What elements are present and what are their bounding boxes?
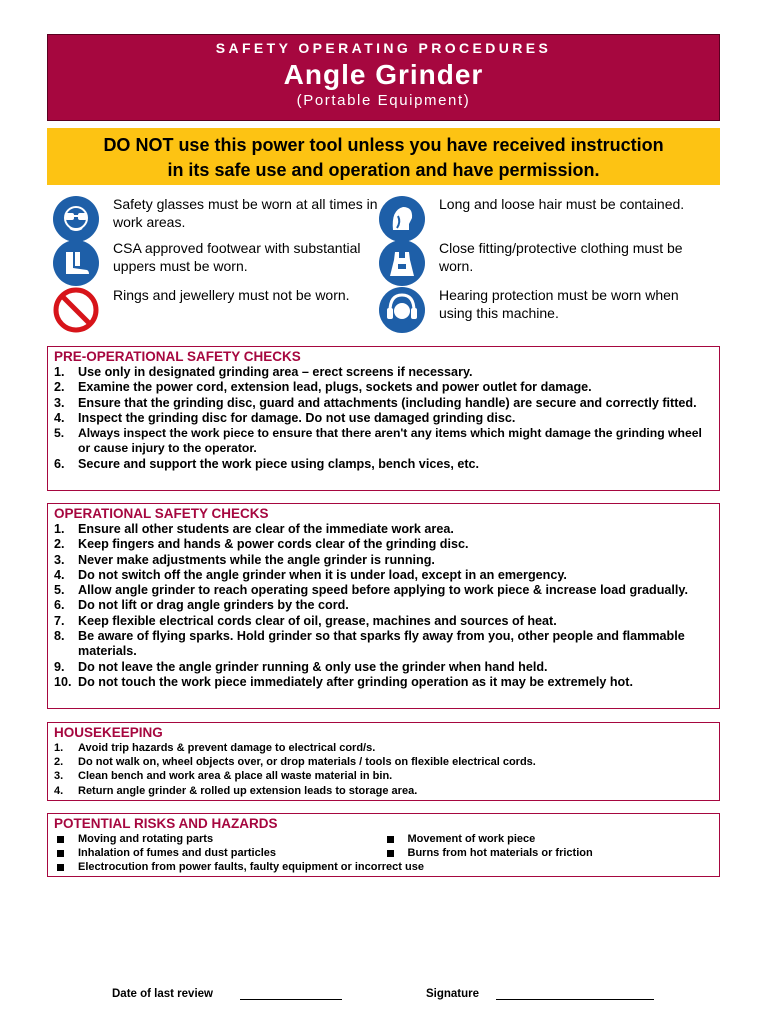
ppe-text: Rings and jewellery must not be worn. bbox=[113, 287, 350, 303]
warning-banner bbox=[47, 128, 720, 185]
ppe-text: Close fitting/protective clothing must be worn. bbox=[439, 240, 683, 274]
list-item: 4. Inspect the grinding disc for damage. Do not use damaged grinding disc. bbox=[54, 410, 516, 425]
safety-footwear-icon bbox=[53, 240, 99, 286]
signature-label: Signature bbox=[426, 988, 480, 1000]
risks-section bbox=[47, 813, 720, 877]
list-item: 3. Never make adjustments while the angle grinder is running. bbox=[54, 552, 435, 567]
signature-field bbox=[426, 987, 654, 1000]
warning-line2: in its safe use and operation and have permission. bbox=[167, 160, 600, 180]
pre-operational-section bbox=[47, 346, 720, 491]
long-hair-icon bbox=[379, 196, 425, 242]
list-item: 3. Clean bench and work area & place all waste material in bin. bbox=[54, 770, 393, 783]
section-heading: POTENTIAL RISKS AND HAZARDS bbox=[54, 816, 278, 831]
page-title: Angle Grinder bbox=[283, 59, 484, 90]
header-banner bbox=[47, 34, 720, 121]
bullet-icon bbox=[57, 836, 64, 843]
list-item: 9. Do not leave the angle grinder running & only use the grinder when hand held. bbox=[54, 659, 548, 674]
list-item: 5. Allow angle grinder to reach operating speed before applying to work piece & increase load gradually. bbox=[54, 583, 689, 598]
header-kicker: SAFETY OPERATING PROCEDURES bbox=[215, 40, 552, 56]
list-item: 5. Always inspect the work piece to ensure that there aren't any items which might damage the grinding wheel or cause injury to the operator. bbox=[54, 426, 702, 456]
list-item: 4. Do not switch off the angle grinder when it is under load, except in an emergency. bbox=[54, 567, 567, 582]
list-item: 7. Keep flexible electrical cords clear of oil, grease, machines and sources of heat. bbox=[54, 613, 557, 628]
bullet-icon bbox=[57, 864, 64, 871]
signature-line bbox=[496, 987, 654, 1000]
risk-item: Electrocution from power faults, faulty equipment or incorrect use bbox=[54, 860, 713, 874]
review-date-label: Date of last review bbox=[112, 988, 213, 1000]
risk-item: Burns from hot materials or friction bbox=[384, 846, 714, 860]
ppe-text: Safety glasses must be worn at all times in work areas. bbox=[113, 196, 378, 230]
risk-item: Movement of work piece bbox=[384, 832, 714, 846]
list-item: 1. Avoid trip hazards & prevent damage to electrical cord/s. bbox=[54, 742, 376, 754]
risk-item: Inhalation of fumes and dust particles bbox=[54, 846, 384, 860]
ppe-text: CSA approved footwear with substantial uppers must be worn. bbox=[113, 240, 361, 274]
section-heading: PRE-OPERATIONAL SAFETY CHECKS bbox=[54, 349, 301, 364]
page-subtitle: (Portable Equipment) bbox=[296, 92, 471, 109]
section-heading: OPERATIONAL SAFETY CHECKS bbox=[54, 506, 269, 521]
ppe-text: Long and loose hair must be contained. bbox=[439, 196, 685, 212]
safety-glasses-icon bbox=[53, 196, 99, 242]
list-item: 2. Do not walk on, wheel objects over, or drop materials / tools on flexible electrical cords. bbox=[54, 756, 536, 769]
list-item: 2. Keep fingers and hands & power cords clear of the grinding disc. bbox=[54, 537, 469, 552]
list-item: 3. Ensure that the grinding disc, guard and attachments (including handle) are secure and correctly fitted. bbox=[54, 395, 697, 410]
ppe-text: Hearing protection must be worn when using this machine. bbox=[439, 287, 679, 321]
no-jewellery-icon bbox=[53, 287, 99, 333]
bullet-icon bbox=[57, 850, 64, 857]
bullet-icon bbox=[387, 836, 394, 843]
warning-line1: use this power tool unless you have received instruction bbox=[173, 135, 664, 155]
review-date-line bbox=[240, 987, 342, 1000]
list-item: 6. Secure and support the work piece using clamps, bench vices, etc. bbox=[54, 456, 480, 471]
review-date-field bbox=[112, 987, 342, 1000]
operational-section bbox=[47, 503, 720, 709]
section-heading: HOUSEKEEPING bbox=[54, 725, 163, 740]
protective-clothing-icon bbox=[379, 240, 425, 286]
list-item: 4. Return angle grinder & rolled up extension leads to storage area. bbox=[54, 784, 418, 797]
hearing-protection-icon bbox=[379, 287, 425, 333]
list-item: 10. Do not touch the work piece immediately after grinding operation as it may be extremely hot. bbox=[54, 674, 633, 689]
list-item: 6. Do not lift or drag angle grinders by the cord. bbox=[54, 598, 349, 613]
warning-emphasis: DO NOT bbox=[103, 135, 174, 155]
housekeeping-section bbox=[47, 722, 720, 801]
list-item: 8. Be aware of flying sparks. Hold grinder so that sparks fly away from you, other people and flammable materials. bbox=[54, 629, 685, 659]
bullet-icon bbox=[387, 850, 394, 857]
risk-item: Moving and rotating parts bbox=[54, 832, 384, 846]
list-item: 1. Use only in designated grinding area – erect screens if necessary. bbox=[54, 365, 473, 379]
list-item: 1. Ensure all other students are clear of the immediate work area. bbox=[54, 522, 454, 536]
list-item: 2. Examine the power cord, extension lead, plugs, sockets and power outlet for damage. bbox=[54, 380, 592, 395]
